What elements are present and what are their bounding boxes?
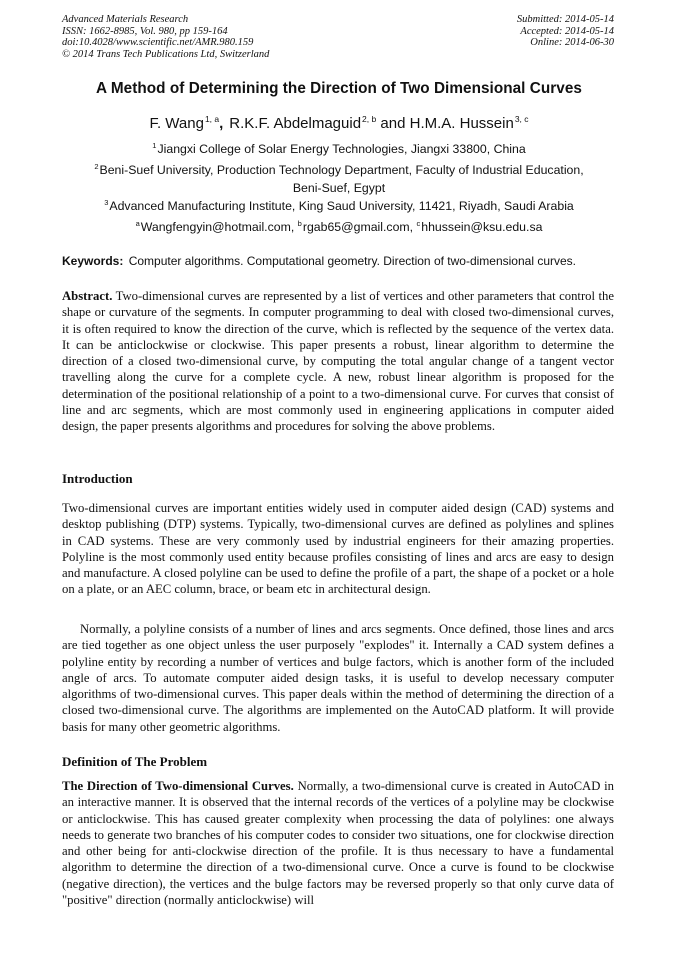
affiliation-text-continued: Beni-Suef, Egypt: [292, 180, 386, 195]
abstract: [62, 288, 614, 435]
introduction-heading: Introduction: [62, 471, 133, 486]
email-superscript: c: [416, 219, 421, 228]
affiliation-text: Advanced Manufacturing Institute, King Saud University, 11421, Riyadh, Saudi Arabia: [109, 199, 574, 213]
author-list: F. Wang$^{1, a}$, R.K.F. Abdelmaguid$^{2, b}$ and H.M.A. Hussein$^{3, c}$: [149, 114, 529, 132]
authors-and: and: [380, 115, 406, 132]
email-address: Wangfengyin@hotmail.com,: [140, 220, 295, 234]
affiliation-superscript: 3: [104, 198, 109, 207]
journal-copyright: © 2014 Trans Tech Publications Ltd, Switzerland: [62, 48, 270, 60]
journal-doi: doi:10.4028/www.scientific.net/AMR.980.159: [62, 37, 254, 49]
online-date: Online: 2014-06-30: [530, 37, 614, 49]
affiliation-text: Jiangxi College of Solar Energy Technologies, Jiangxi 33800, China: [157, 142, 526, 156]
introduction-paragraph-1: Two-dimensional curves are important entities widely used in computer aided design (CAD) systems and desktop publishing (DTP) systems. Typically, two-dimensional curves are defined as polylines and splines in CAD systems. These are very commonly used by industrial engineers for their amazing properties. Polyline is the most commonly used entity because profiles consisting of lines and arcs are easy to design and manufacture. A closed polyline can be used to define the profile of a part, the shape of a pocket or a hole on a plate, or an AEC column, brace, or beam etc in architectural design.: [62, 501, 614, 597]
journal-name: Advanced Materials Research: [62, 14, 189, 25]
journal-issn: ISSN: 1662-8985, Vol. 980, pp 159-164: [62, 25, 228, 37]
submitted-date: Submitted: 2014-05-14: [516, 14, 614, 25]
author-superscript: 1, a: [204, 114, 220, 124]
author-name: H.M.A. Hussein: [409, 115, 514, 132]
author-name: R.K.F. Abdelmaguid: [229, 115, 362, 132]
publication-dates: [517, 14, 614, 49]
email-superscript: b: [297, 219, 302, 228]
definition-heading: Definition of The Problem: [62, 754, 208, 769]
email-superscript: a: [135, 219, 140, 228]
paper-title: A Method of Determining the Direction of Two Dimensional Curves: [96, 80, 582, 97]
affiliation-3: [40, 194, 638, 216]
journal-info: [62, 14, 269, 60]
keywords: [62, 254, 622, 268]
keywords-label: Keywords:: [62, 254, 124, 268]
affiliation-text: Beni-Suef University, Production Technology Department, Faculty of Industrial Education,: [99, 163, 584, 177]
abstract-text: Two-dimensional curves are represented by a list of vertices and other parameters that control the shape or curvature of the segments. In computer programming to deal with closed two-dimensional curves, it is often required to know the direction of the curve, which is reflected by the sequence of the vertex data. It can be anticlockwise or clockwise. This paper presents a robust, linear algorithm to determine the direction of a closed two-dimensional curve, by computing the total angular change of a tangent vector travelling along the curve for a complete cycle. A new, robust linear algorithm is proposed for the determination of the positional relationship of a point to a two-dimensional curve. For curves that consist of line and arc segments, which are most commonly used in engineering applications in computer aided design, the paper presents algorithms and procedures for solving the above problems.: [62, 289, 614, 434]
email-address: hhussein@ksu.edu.sa: [421, 220, 543, 234]
affiliation-superscript: 1: [152, 141, 157, 150]
affiliation-2: [40, 158, 638, 197]
abstract-label: Abstract.: [62, 289, 113, 303]
keywords-text: Computer algorithms. Computational geometry. Direction of two-dimensional curves.: [128, 254, 577, 268]
affiliation-1: [40, 137, 638, 159]
author-superscript: 3, c: [514, 114, 529, 124]
author-superscript: 2, b: [362, 114, 377, 124]
author-emails: [40, 215, 638, 237]
definition-text: Normally, a two-dimensional curve is created in AutoCAD in an interactive manner. It is observed that the internal records of the vertices of a polyline may be clockwise or anticlockwise. This has caused greater complexity when processing the data of polylines: one always needs to generate two branches of his computer codes to consider two situations, one for clockwise direction and other being for anti-clockwise direction of the profile. It is thus necessary to have a fundamental algorithm to determine the direction of a two-dimensional curve. Once a curve is found to be clockwise (negative direction), the vertices and the bulge factors may be reversed properly so that only curve data of "positive" direction (normally anticlockwise) will: [62, 779, 614, 908]
definition-label: The Direction of Two-dimensional Curves.: [62, 779, 294, 793]
email-address: rgab65@gmail.com,: [302, 220, 414, 234]
introduction-paragraph-2: Normally, a polyline consists of a number of lines and arcs segments. Once defined, those lines and arcs are tied together as one object unless the user purposely "explodes" it. Internally a CAD system defines a polyline entity by recording a number of vertices and bulge factors, which is another form of the included angle of arcs. To automate computer aided design tasks, it is useful to develop necessary computer algorithms of two-dimensional curves. This paper deals within the method of determining the direction of a closed two-dimensional curve. The algorithms are implemented on the AutoCAD platform. It will provide basis for many other geometric algorithms.: [62, 622, 614, 734]
author-name: F. Wang: [149, 115, 204, 132]
accepted-date: Accepted: 2014-05-14: [520, 25, 614, 37]
affiliation-superscript: 2: [94, 162, 99, 171]
definition-paragraph: [62, 778, 614, 908]
